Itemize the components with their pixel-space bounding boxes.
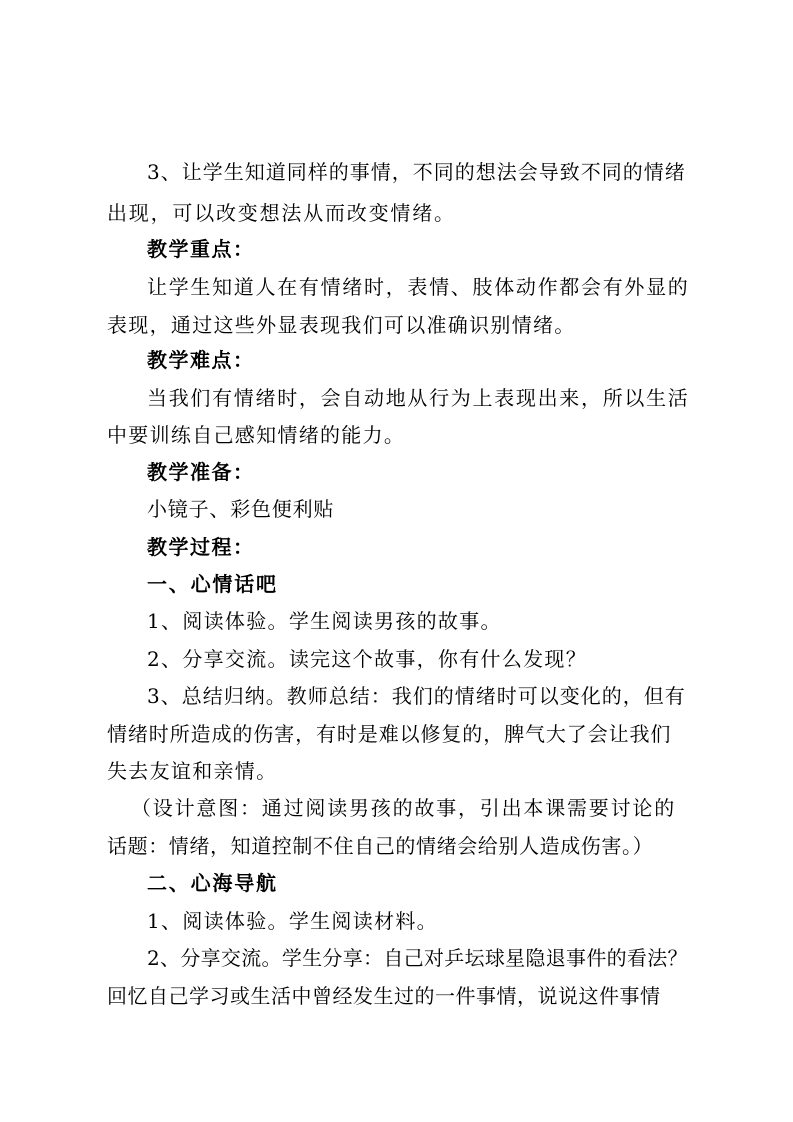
section-heading-key-points: 教学重点： (147, 237, 255, 261)
text-line: 表现，通过这些外显表现我们可以准确识别情绪。 (107, 313, 576, 337)
text-line: 中要训练自己感知情绪的能力。 (107, 423, 406, 447)
text-line: 3、总结归纳。教师总结：我们的情绪时可以变化的，但有 (147, 684, 686, 708)
text-line: 话题：情绪，知道控制不住自己的情绪会给别人造成伤害。） (107, 834, 654, 858)
section-heading-process: 教学过程： (147, 535, 255, 559)
text-line: 1、阅读体验。学生阅读材料。 (147, 909, 438, 933)
text-line: 让学生知道人在有情绪时，表情、肢体动作都会有外显的 (147, 275, 690, 299)
section-heading-part-two: 二、心海导航 (147, 871, 278, 895)
text-line: （设计意图：通过阅读男孩的故事，引出本课需要讨论的 (131, 796, 676, 820)
text-line: 情绪时所造成的伤害，有时是难以修复的，脾气大了会让我们 (107, 722, 672, 746)
section-heading-difficulties: 教学难点： (147, 348, 255, 372)
text-line: 3、让学生知道同样的事情，不同的想法会导致不同的情绪 (147, 160, 686, 184)
section-heading-preparation: 教学准备： (147, 460, 255, 484)
text-line: 小镜子、彩色便利贴 (147, 497, 335, 521)
text-line: 出现，可以改变想法从而改变情绪。 (107, 201, 456, 225)
section-heading-part-one: 一、心情话吧 (147, 572, 278, 596)
text-line: 失去友谊和亲情。 (107, 759, 278, 783)
text-line: 1、阅读体验。学生阅读男孩的故事。 (147, 609, 502, 633)
text-line: 2、分享交流。学生分享：自己对乒坛球星隐退事件的看法？ (147, 946, 688, 970)
text-line: 回忆自己学习或生活中曾经发生过的一件事情，说说这件事情 (107, 984, 661, 1008)
text-line: 当我们有情绪时，会自动地从行为上表现出来，所以生活 (147, 386, 690, 410)
text-line: 2、分享交流。读完这个故事，你有什么发现？ (147, 647, 588, 671)
